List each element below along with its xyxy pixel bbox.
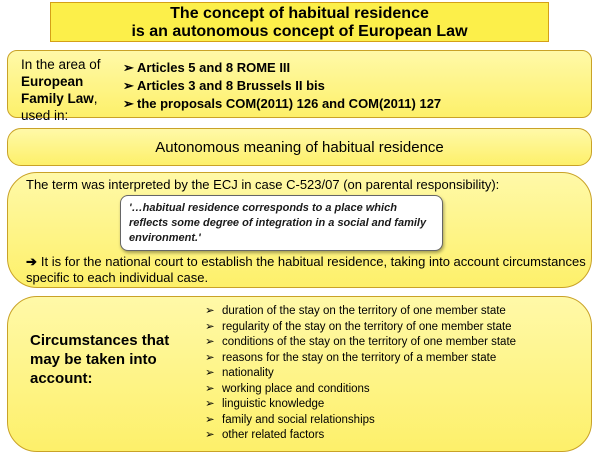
list-item: ➢ reasons for the stay on the territory of a member state	[205, 351, 516, 367]
ecj-interpretation-box	[7, 172, 592, 288]
area-list	[123, 59, 441, 113]
right-arrow-icon: ➔	[26, 254, 37, 269]
list-item: ➢ linguistic knowledge	[205, 397, 516, 413]
list-item: ➢ the proposals COM(2011) 126 and COM(2011) 127	[123, 96, 442, 111]
list-item: ➢ Articles 3 and 8 Brussels II bis	[123, 78, 325, 93]
arrow-bullet-icon: ➢	[123, 60, 134, 75]
list-item: ➢ family and social relationships	[205, 413, 516, 429]
circumstances-label: Circumstances that may be taken into account:	[30, 332, 170, 387]
national-court-text: ➔ It is for the national court to establish the habitual residence, taking into account circumstances specific to each individual case.	[26, 254, 586, 285]
arrow-bullet-icon: ➢	[205, 413, 215, 426]
title-line-1: The concept of habitual residence	[170, 5, 429, 22]
area-label-pre: In the area of	[21, 57, 101, 72]
list-item: ➢ working place and conditions	[205, 382, 516, 398]
arrow-bullet-icon: ➢	[205, 367, 215, 379]
ecj-text: The term was interpreted by the ECJ in case C-523/07 (on parental responsibility):	[26, 177, 500, 192]
list-item: ➢ nationality	[205, 366, 516, 382]
autonomous-meaning-heading: Autonomous meaning of habitual residence	[7, 128, 592, 166]
arrow-bullet-icon: ➢	[205, 305, 215, 317]
list-item: ➢ duration of the stay on the territory of one member state	[205, 304, 516, 320]
arrow-bullet-icon: ➢	[123, 78, 134, 93]
list-item: ➢ conditions of the stay on the territory of one member state	[205, 335, 516, 351]
list-item: ➢ other related factors	[205, 428, 516, 444]
ecj-quote: '…habitual residence corresponds to a place which reflects some degree of integration in a social and family environment.'	[120, 195, 443, 251]
arrow-bullet-icon: ➢	[205, 398, 215, 410]
arrow-bullet-icon: ➢	[205, 429, 215, 441]
title-banner	[50, 2, 549, 42]
area-label-post: , used in:	[21, 91, 98, 123]
arrow-bullet-icon: ➢	[205, 320, 215, 333]
list-item: ➢ Articles 5 and 8 ROME III	[123, 60, 291, 75]
arrow-bullet-icon: ➢	[205, 351, 215, 364]
arrow-bullet-icon: ➢	[123, 96, 134, 111]
area-label	[21, 56, 111, 124]
list-item: ➢ regularity of the stay on the territory of one member state	[205, 320, 516, 336]
arrow-bullet-icon: ➢	[205, 336, 215, 348]
arrow-bullet-icon: ➢	[205, 382, 215, 395]
circumstances-box	[7, 296, 592, 452]
title-line-2: is an autonomous concept of European Law	[131, 23, 468, 40]
circumstances-list	[205, 304, 516, 444]
european-family-law-box	[7, 50, 592, 123]
area-label-bold: European Family Law	[21, 74, 94, 106]
